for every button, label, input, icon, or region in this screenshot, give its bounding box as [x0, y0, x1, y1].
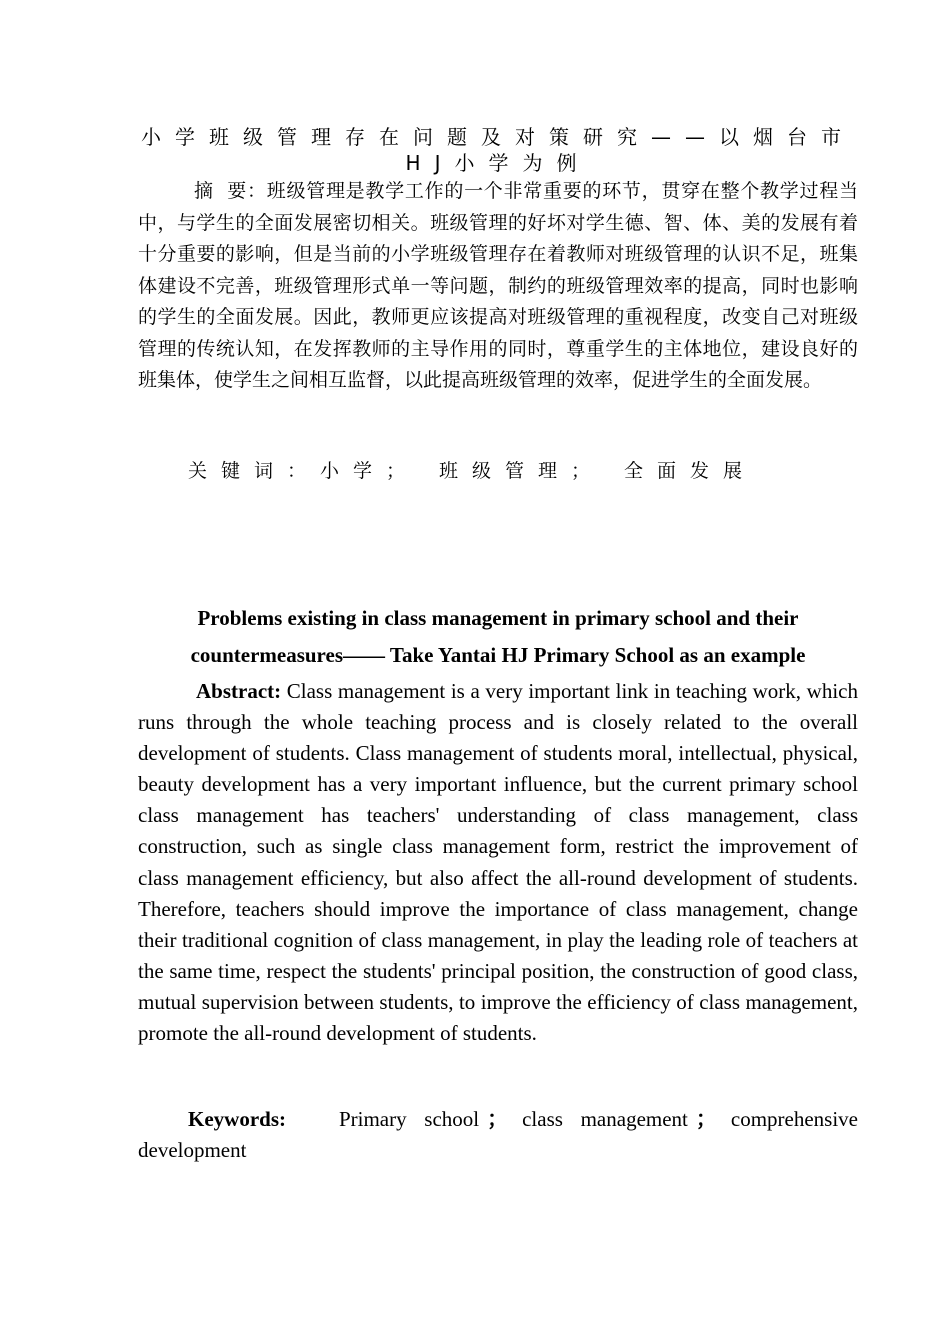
- english-abstract-label: Abstract:: [196, 679, 282, 703]
- chinese-keyword: 全面发展: [624, 460, 757, 482]
- keyword-separator: ；: [695, 1107, 717, 1131]
- chinese-abstract: [138, 176, 858, 397]
- english-title-line-1: Problems existing in class management in primary school and their: [197, 606, 799, 630]
- chinese-keyword: 班级管理；: [439, 460, 605, 482]
- english-keywords: [138, 1104, 858, 1166]
- chinese-title-line-1: 小学班级管理存在问题及对策研究——以烟台市: [141, 125, 855, 149]
- chinese-abstract-body: 班级管理是教学工作的一个非常重要的环节，贯穿在整个教学过程当中，与学生的全面发展密切相关。班级管理的好坏对学生德、智、体、美的发展有着十分重要的影响，但是当前的小学班级管理存在着教师对班级管理的认识不足，班集体建设不完善，班级管理形式单一等问题，制约的班级管理效率的提高，同时也影响的学生的全面发展。因此，教师更应该提高对班级管理的重视程度，改变自己对班级管理的传统认知，在发挥教师的主导作用的同时，尊重学生的主体地位，建设良好的班集体，使学生之间相互监督，以此提高班级管理的效率，促进学生的全面发展。: [138, 180, 858, 391]
- chinese-title-line-2: HJ小学为例: [405, 151, 591, 175]
- english-title-line-2: countermeasures—— Take Yantai HJ Primary School as an example: [190, 643, 806, 667]
- chinese-keywords-label: 关键词：: [188, 460, 321, 482]
- english-keyword: class management: [522, 1107, 688, 1131]
- english-abstract-body: Class management is a very important link in teaching work, which runs through the whole teaching process and is closely related to the overall development of students. Class management of students moral, intellectual, physical, beauty development has a very important influence, but the current primary school class management has teachers' understanding of class management, class construction, such as single class management form, restrict the improvement of class management efficiency, but also affect the all-round development of students. Therefore, teachers should improve the importance of class management, change their traditional cognition of class management, in play the leading role of teachers at the same time, respect the students' principal position, the construction of good class, mutual supervision between students, to improve the efficiency of class management, promote the all-round development of students.: [138, 679, 858, 1046]
- chinese-keywords: [188, 457, 858, 485]
- chinese-keyword: 小学；: [320, 460, 420, 482]
- english-title: [138, 600, 858, 674]
- keyword-separator: ；: [487, 1107, 509, 1131]
- english-keyword: comprehensive development: [138, 1107, 858, 1162]
- chinese-abstract-label: 摘 要：: [194, 180, 267, 202]
- chinese-title: [138, 124, 858, 176]
- english-abstract: [138, 676, 858, 1049]
- english-keyword: Primary school: [338, 1107, 480, 1131]
- english-keywords-label: Keywords:: [188, 1107, 286, 1131]
